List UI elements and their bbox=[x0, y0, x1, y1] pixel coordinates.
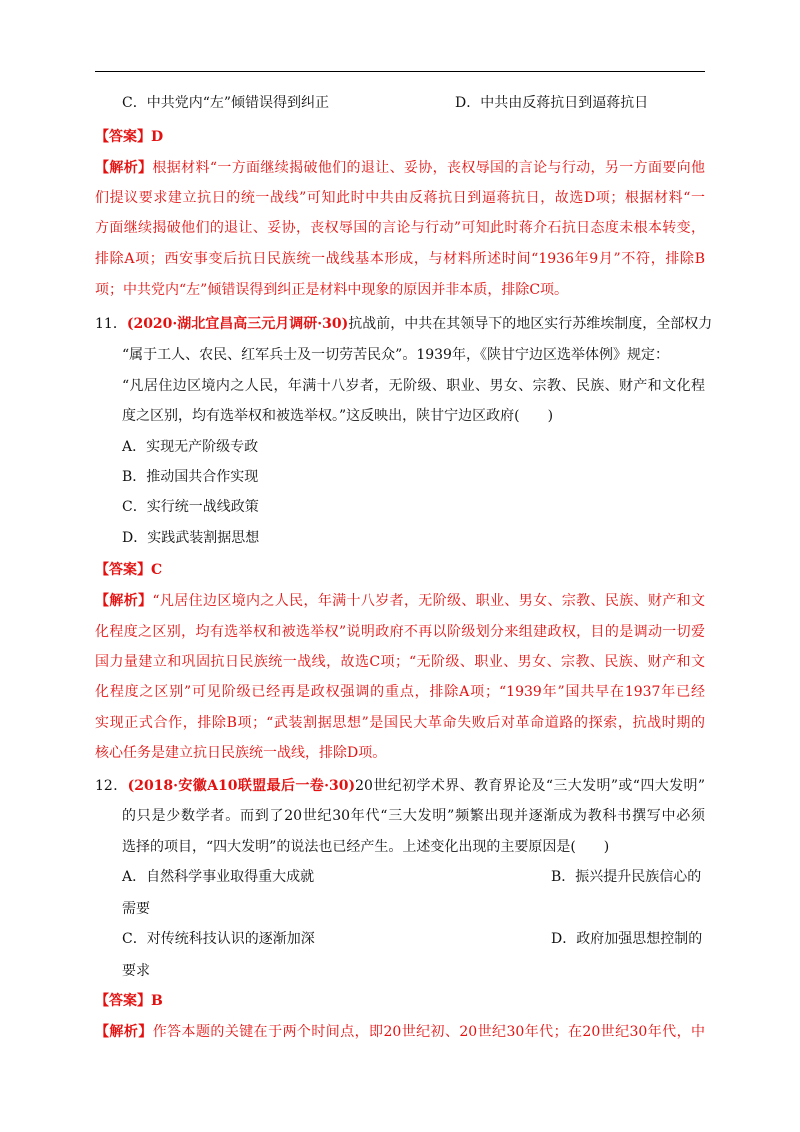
analysis-text: 作答本题的关键在于两个时间点，即20世纪初、20世纪30年代；在20世纪30年代，中 bbox=[152, 1024, 706, 1040]
stem-text: 20世纪初学术界、教育界论及“三大发明”或“四大发明” bbox=[355, 778, 705, 794]
analysis-text: “凡居住边区境内之人民，年满十八岁者，无阶级、职业、男女、宗教、民族、财产和文 bbox=[152, 593, 706, 609]
q12-option-a: A．自然科学事业取得重大成就 bbox=[122, 869, 315, 885]
q11-analysis-line-6: 核心任务是建立抗日民族统一战线，排除D项。 bbox=[95, 745, 387, 761]
q11-analysis-line-4: 化程度之区别”可见阶级已经再是政权强调的重点，排除A项；“1939年”国共早在1937年已经 bbox=[95, 684, 705, 700]
q12-stem-line-2: 的只是少数学者。而到了20世纪30年代“三大发明”频繁出现并逐渐成为教科书撰写中必须 bbox=[122, 808, 705, 824]
q11-answer bbox=[95, 560, 705, 580]
q11-stem-line-3: “凡居住边区境内之人民，年满十八岁者，无阶级、职业、男女、宗教、民族、财产和文化程 bbox=[122, 378, 705, 394]
q12-answer bbox=[95, 991, 705, 1011]
q11-stem-line-4: 度之区别，均有选举权和被选举权。”这反映出，陕甘宁边区政府( ) bbox=[122, 408, 554, 424]
analysis-tag: 【解析】 bbox=[95, 1024, 153, 1040]
q12-stem-line-3: 选择的项目，“四大发明”的说法也已经产生。上述变化出现的主要原因是( ) bbox=[122, 839, 610, 855]
question-number: 11． bbox=[95, 316, 127, 332]
prev-option-c: C．中共党内“左”倾错误得到纠正 bbox=[122, 95, 330, 111]
answer-tag: 【答案】 bbox=[95, 129, 151, 145]
q11-option-c: C．实行统一战线政策 bbox=[122, 499, 259, 515]
q12-stem-line-1 bbox=[95, 776, 705, 796]
prev-analysis-line-1 bbox=[95, 158, 705, 178]
q11-analysis-line-5: 实现正式合作，排除B项；“武装割据思想”是国民大革命失败后对革命道路的探索，抗战时期的 bbox=[95, 715, 705, 731]
q11-analysis-line-3: 国力量建立和巩固抗日民族统一战线，故选C项；“无阶级、职业、男女、宗教、民族、财产和文 bbox=[95, 654, 705, 670]
q11-stem-line-2: “属于工人、农民、红军兵士及一切劳苦民众”。1939年，《陕甘宁边区选举体例》规定： bbox=[122, 347, 669, 363]
analysis-text: 根据材料“一方面继续揭破他们的退让、妥协，丧权辱国的言论与行动，另一方面要向他 bbox=[152, 160, 706, 176]
prev-answer bbox=[95, 127, 705, 147]
question-source: (2018·安徽A10联盟最后一卷·30) bbox=[127, 778, 356, 794]
q11-analysis-line-2: 化程度之区别，均有选举权和被选举权”说明政府不再以阶级划分来组建政权，目的是调动一切爱 bbox=[95, 624, 705, 640]
question-source: (2020·湖北宜昌高三元月调研·30) bbox=[126, 316, 349, 332]
prev-analysis-line-2: 们提议要求建立抗日的统一战线”可知此时中共由反蒋抗日到逼蒋抗日，故选D项；根据材料“一 bbox=[95, 190, 705, 206]
q11-stem-line-1 bbox=[95, 314, 713, 334]
prev-analysis-line-5: 项；中共党内“左”倾错误得到纠正是材料中现象的原因并非本质，排除C项。 bbox=[95, 282, 569, 298]
q12-option-c: C．对传统科技认识的逐渐加深 bbox=[122, 931, 315, 947]
answer-value: C bbox=[151, 562, 163, 578]
q12-option-d: D．政府加强思想控制的 bbox=[551, 931, 703, 947]
analysis-tag: 【解析】 bbox=[95, 593, 153, 609]
q12-option-b-cont: 需要 bbox=[122, 901, 150, 917]
q11-option-a: A．实现无产阶级专政 bbox=[122, 439, 259, 455]
answer-tag: 【答案】 bbox=[95, 562, 151, 578]
q11-option-b: B．推动国共合作实现 bbox=[122, 469, 259, 485]
q12-analysis-line-1 bbox=[95, 1022, 705, 1042]
prev-analysis-line-3: 方面继续揭破他们的退让、妥协，丧权辱国的言论与行动”可知此时蒋介石抗日态度未根本转变， bbox=[95, 220, 705, 236]
prev-analysis-line-4: 排除A项；西安事变后抗日民族统一战线基本形成，与材料所述时间“1936年9月”不符，排除B bbox=[95, 251, 705, 267]
prev-option-d: D．中共由反蒋抗日到逼蒋抗日 bbox=[455, 95, 649, 111]
analysis-tag: 【解析】 bbox=[95, 160, 153, 176]
answer-value: B bbox=[151, 993, 163, 1009]
stem-text: 抗战前，中共在其领导下的地区实行苏维埃制度，全部权力 bbox=[348, 316, 713, 332]
answer-tag: 【答案】 bbox=[95, 993, 151, 1009]
answer-value: D bbox=[151, 129, 164, 145]
q12-option-d-cont: 要求 bbox=[122, 963, 150, 979]
q11-analysis-line-1 bbox=[95, 591, 705, 611]
question-number: 12． bbox=[95, 778, 128, 794]
header-rule bbox=[95, 71, 705, 72]
q11-option-d: D．实践武装割据思想 bbox=[122, 530, 260, 546]
q12-option-b: B．振兴提升民族信心的 bbox=[551, 869, 702, 885]
